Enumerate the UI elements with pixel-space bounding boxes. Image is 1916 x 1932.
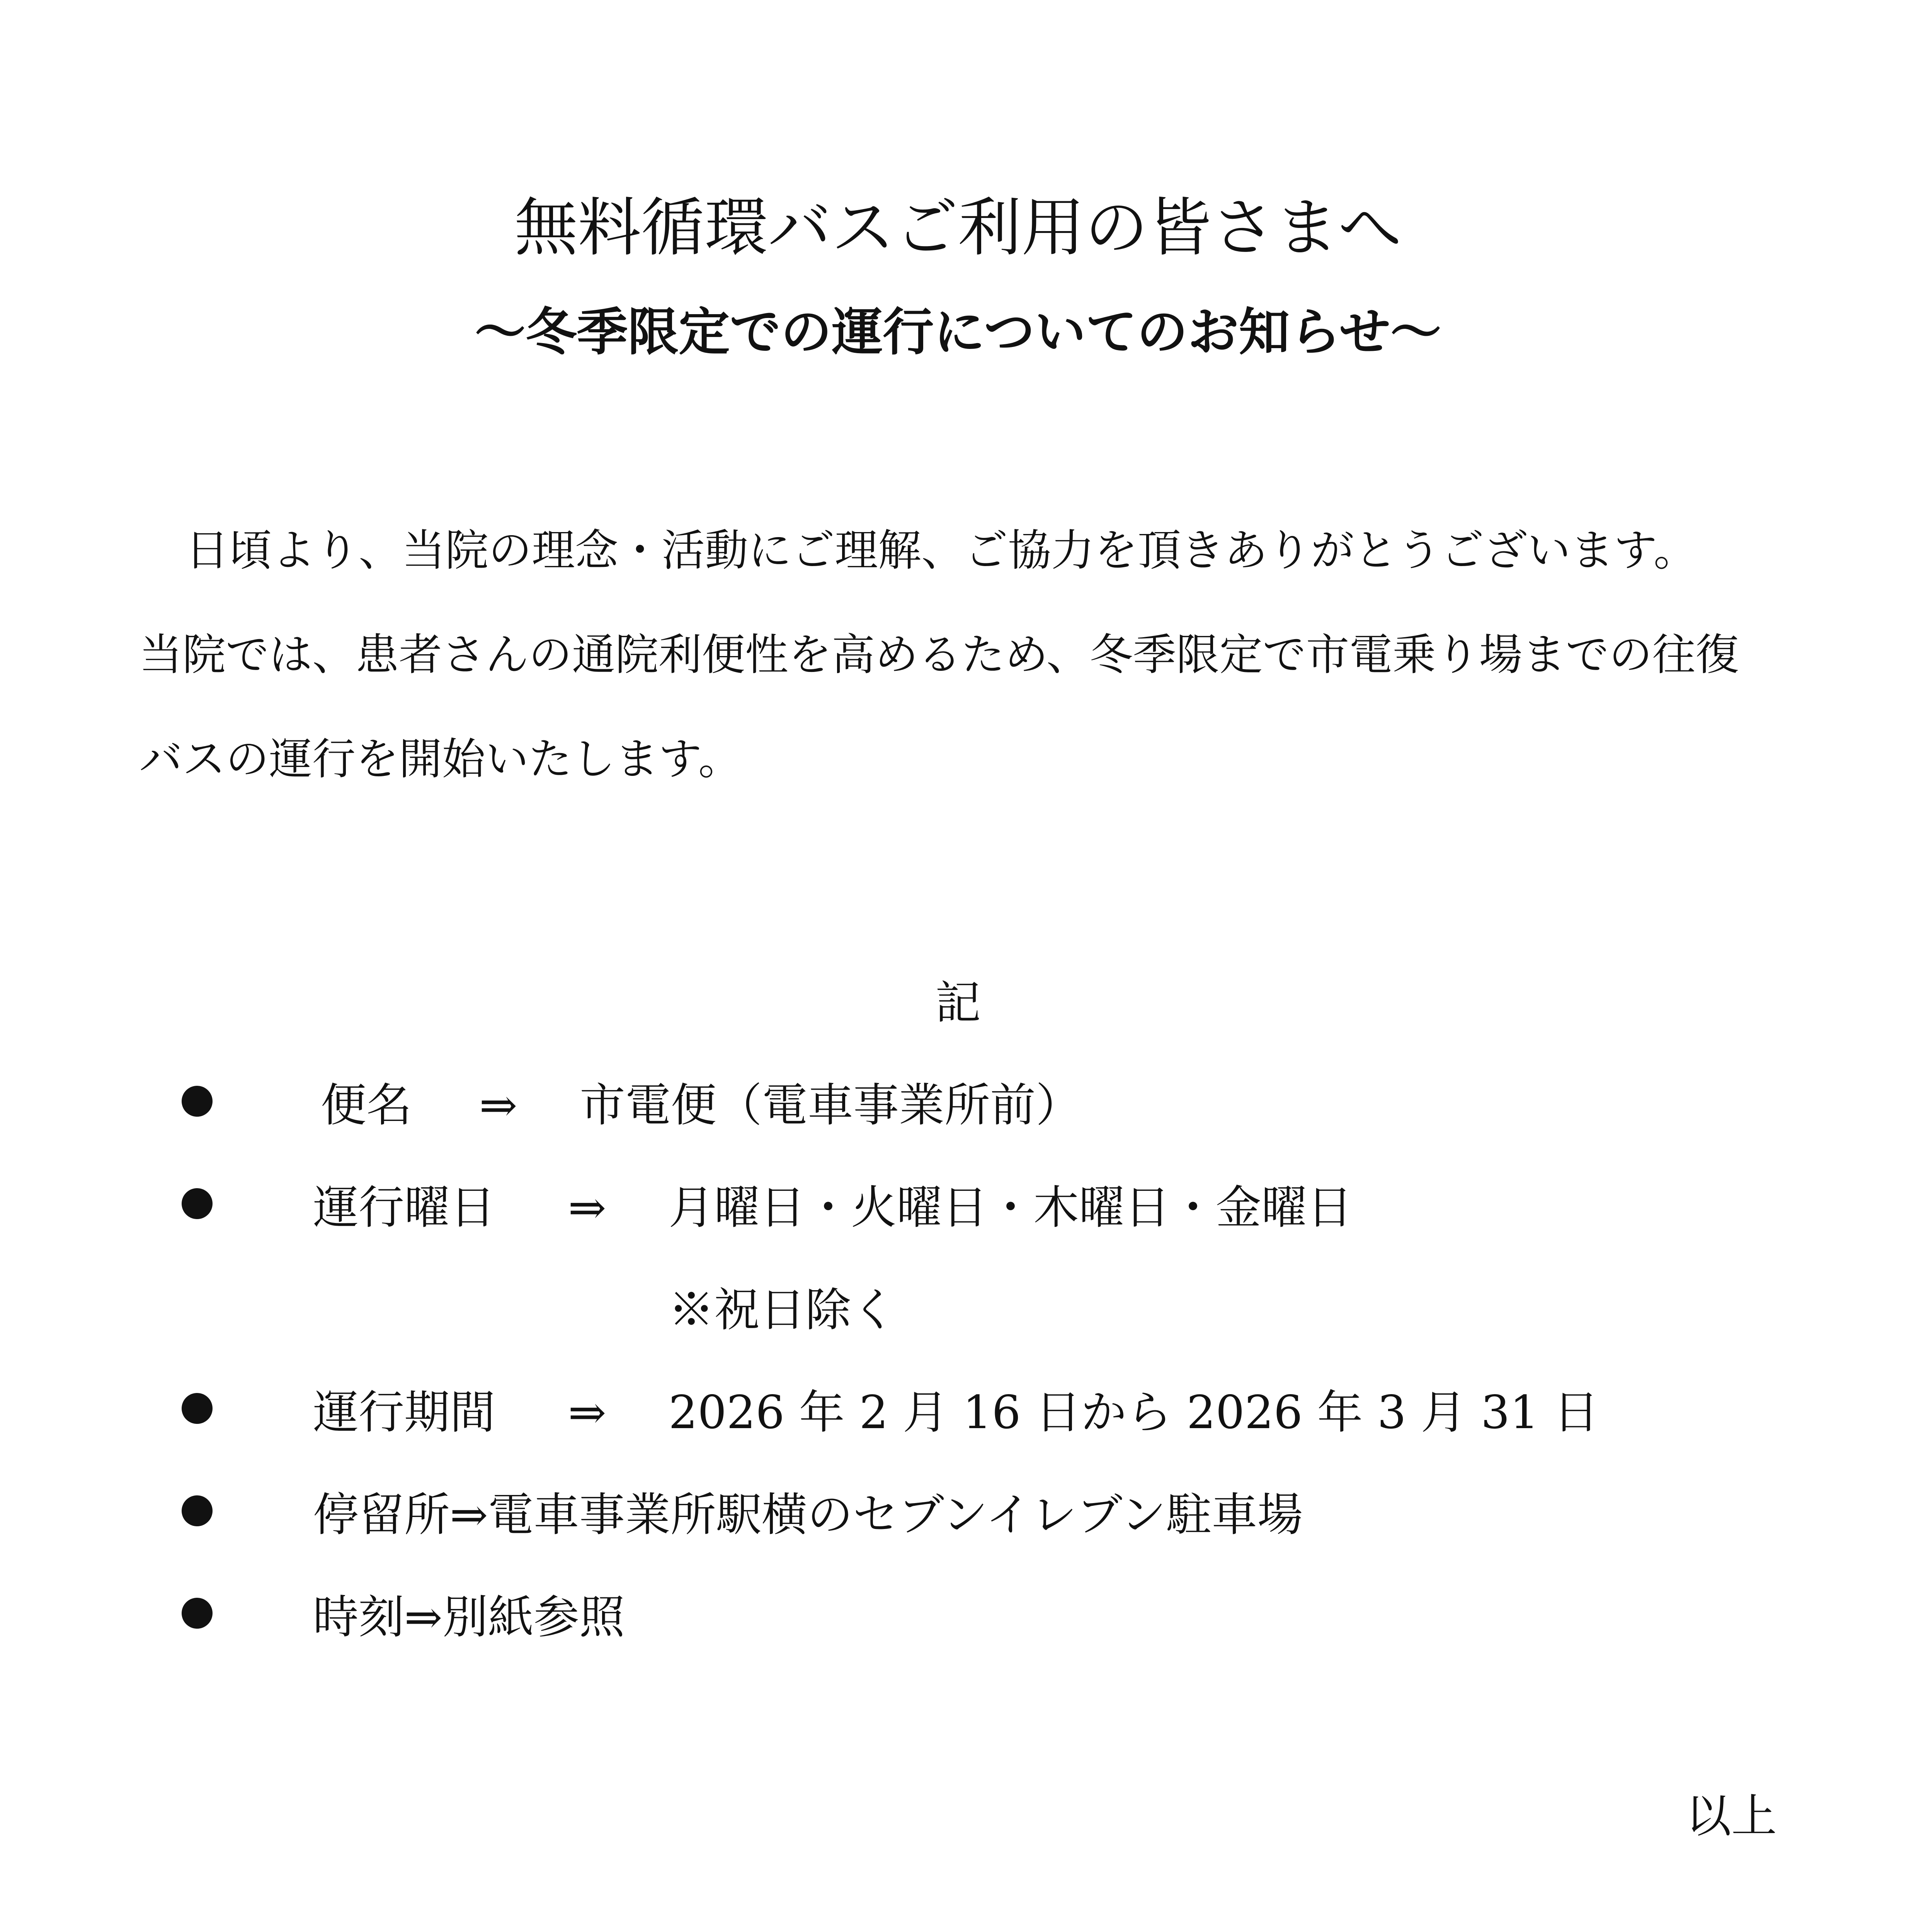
item-stop	[182, 1484, 1573, 1546]
item-route	[182, 1074, 1418, 1136]
notice-title: 無料循環バスご利用の皆さまへ	[514, 191, 1402, 265]
item-days-value: 月曜日・火曜日・木曜日・金曜日	[669, 1181, 1353, 1234]
intro-paragraph	[139, 498, 1778, 811]
item-period-arrow: ⇒	[568, 1386, 606, 1439]
item-period-label: 運行期間	[313, 1386, 496, 1439]
intro-line-3: バスの運行を開始いたします。	[139, 734, 742, 784]
item-days-note: ※祝日除く	[669, 1283, 897, 1337]
item-period-value: 2026 年 2 月 16 日から 2026 年 3 月 31 日	[669, 1386, 1599, 1439]
item-time	[182, 1586, 955, 1648]
item-time-text: 時刻⇒別紙参照	[313, 1590, 625, 1644]
intro-line-2: 当院では、患者さんの通院利便性を高めるため、冬季限定で市電乗り場までの往復	[139, 630, 1739, 680]
item-stop-text: 停留所⇒電車事業所駅横のセブンイレブン駐車場	[313, 1488, 1303, 1541]
bullet-icon	[182, 1393, 213, 1424]
item-days-label: 運行曜日	[313, 1181, 496, 1234]
ijou-end-mark: 以上	[1685, 1789, 1777, 1843]
item-route-label: 便名	[321, 1078, 412, 1132]
item-days-arrow: ⇒	[568, 1181, 606, 1234]
item-days	[182, 1177, 1534, 1238]
ki-heading: 記	[935, 976, 981, 1029]
item-period	[182, 1381, 1650, 1443]
item-route-arrow: ⇒	[479, 1078, 517, 1132]
bullet-icon	[182, 1495, 213, 1526]
item-route-value: 市電便（電車事業所前）	[580, 1078, 1082, 1132]
bullet-icon	[182, 1086, 213, 1117]
intro-line-1: 日頃より、当院の理念・活動にご理解、ご協力を頂きありがとうございます。	[185, 526, 1697, 576]
notice-subtitle: 〜冬季限定での運行についてのお知らせ〜	[475, 302, 1441, 362]
bullet-icon	[182, 1598, 213, 1629]
bullet-icon	[182, 1188, 213, 1219]
